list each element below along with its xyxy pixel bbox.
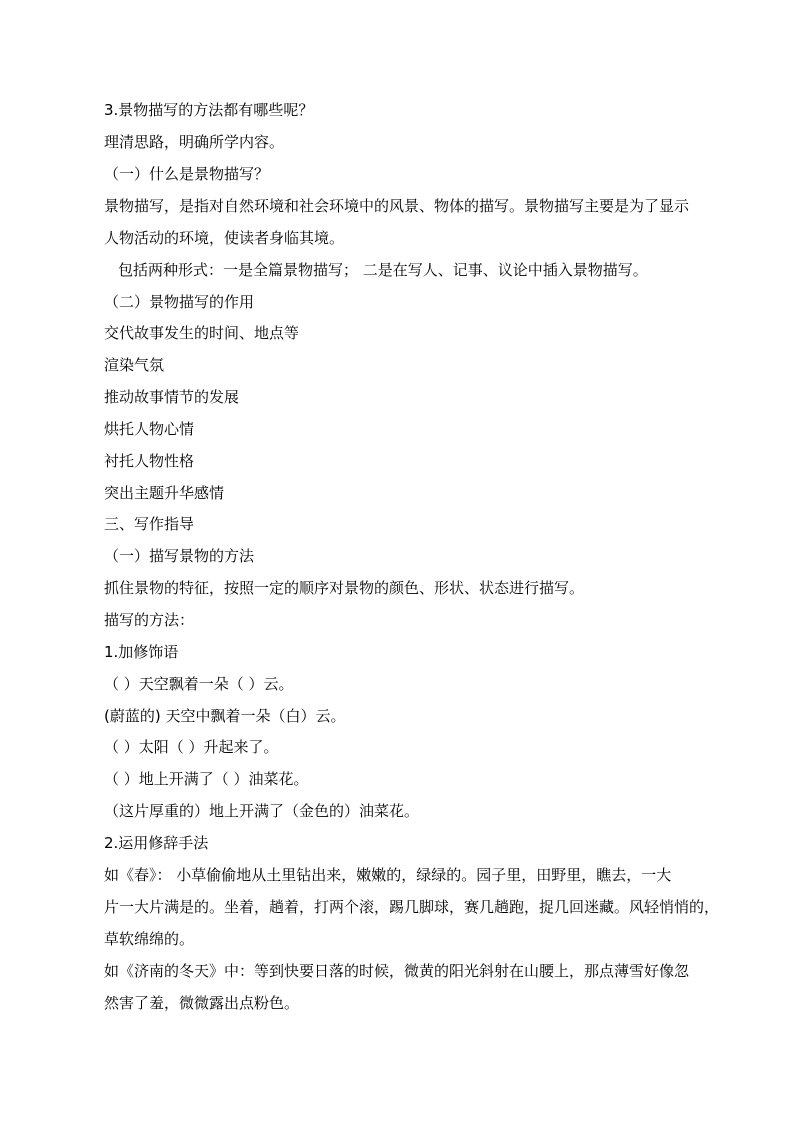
paragraph-line: 包括两种形式：一是全篇景物描写； 二是在写人、记事、议论中插入景物描写。 [118, 261, 648, 279]
paragraph-line: 如《春》： 小草偷偷地从土里钻出来，嫩嫩的，绿绿的。园子里，田野里，瞧去，一大 [104, 866, 672, 884]
paragraph-line: 理清思路，明确所学内容。 [104, 133, 285, 151]
list-item: 渲染气氛 [104, 356, 165, 374]
section-heading: （一）什么是景物描写？ [104, 165, 270, 183]
paragraph-line: 描写的方法： [104, 611, 195, 629]
list-item: 衬托人物性格 [104, 452, 195, 470]
subsection-heading: 1.加修饰语 [104, 643, 179, 661]
exercise-line: （ ）太阳（ ）升起来了。 [104, 738, 279, 756]
paragraph-line: 抓住景物的特征，按照一定的顺序对景物的颜色、形状、状态进行描写。 [104, 579, 585, 597]
list-item: 突出主题升华感情 [104, 484, 225, 502]
section-heading: 三、写作指导 [104, 515, 195, 533]
paragraph-line: 片一大片满是的。坐着，趟着，打两个滚，踢几脚球，赛几趟跑，捉几回迷藏。风轻悄悄的， [104, 898, 720, 916]
paragraph-line: 然害了羞，微微露出点粉色。 [104, 994, 300, 1012]
exercise-line: （ ）地上开满了（ ）油菜花。 [104, 770, 309, 788]
paragraph-line: 人物活动的环境，使读者身临其境。 [104, 229, 345, 247]
section-heading: （二）景物描写的作用 [104, 293, 255, 311]
subsection-heading: 2.运用修辞手法 [104, 834, 209, 852]
exercise-line: (蔚蓝的) 天空中飘着一朵（白）云。 [104, 707, 346, 725]
exercise-line: （这片厚重的）地上开满了（金色的）油菜花。 [104, 802, 420, 820]
heading-scenery-methods: 3.景物描写的方法都有哪些呢？ [104, 101, 314, 119]
paragraph-line: 景物描写，是指对自然环境和社会环境中的风景、物体的描写。景物描写主要是为了显示 [104, 197, 690, 215]
list-item: 交代故事发生的时间、地点等 [104, 324, 300, 342]
exercise-line: （ ）天空飘着一朵（ ）云。 [104, 675, 294, 693]
paragraph-line: 如《济南的冬天》中：等到快要日落的时候，微黄的阳光斜射在山腰上，那点薄雪好像忽 [104, 962, 690, 980]
paragraph-line: 草软绵绵的。 [104, 930, 195, 948]
section-heading: （一）描写景物的方法 [104, 547, 255, 565]
list-item: 推动故事情节的发展 [104, 388, 240, 406]
list-item: 烘托人物心情 [104, 420, 195, 438]
